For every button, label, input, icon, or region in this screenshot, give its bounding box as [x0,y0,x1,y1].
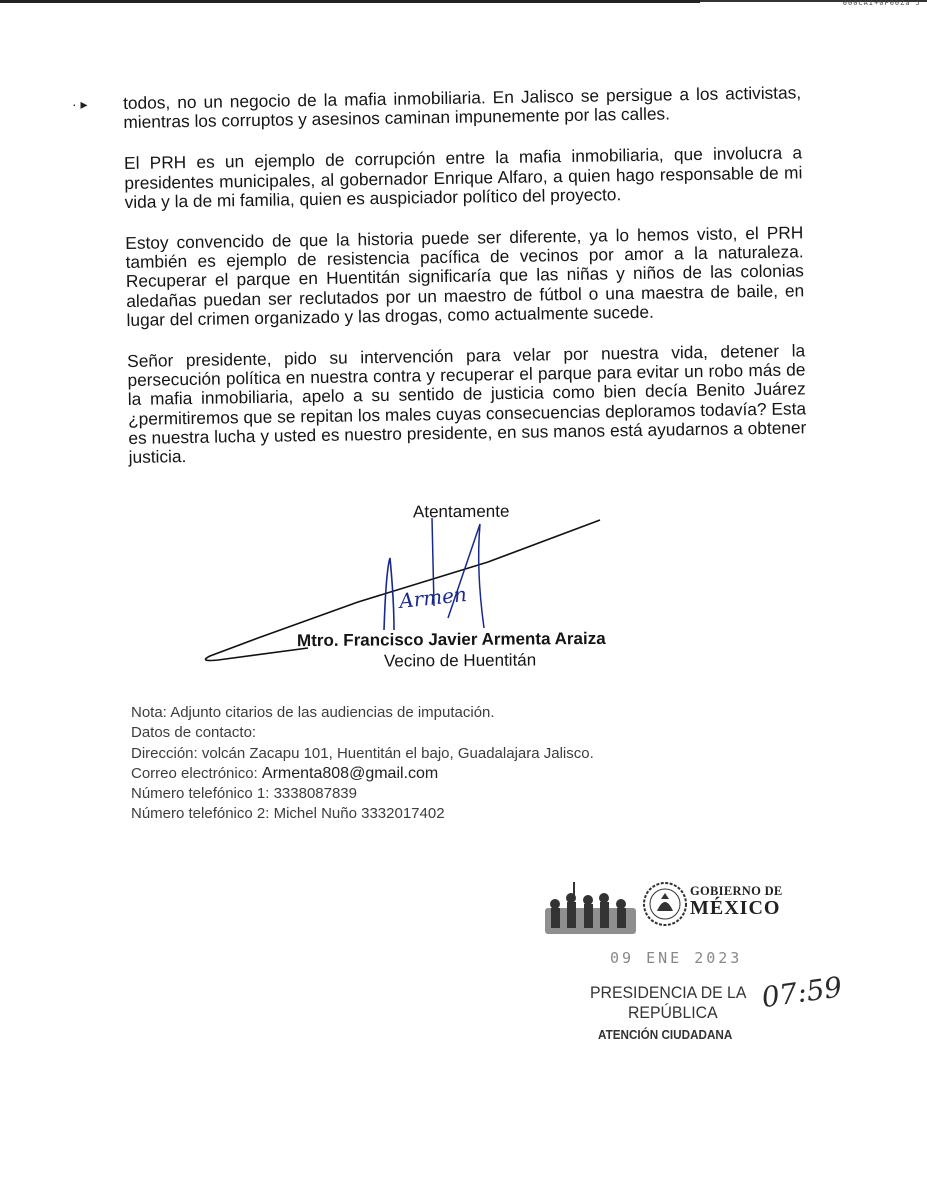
historical-figures-icon [543,878,638,936]
scan-edge-line [0,0,700,3]
stamp-office-line3: ATENCIÓN CIUDADANA [598,1027,733,1042]
scan-top-edge [0,0,927,10]
email-line [131,764,594,784]
signature-stroke-blue [432,518,484,628]
closing-salutation: Atentamente [412,501,510,522]
signer-role: Vecino de Huentitán [383,650,537,671]
stamp-office-line1: PRESIDENCIA DE LA [590,983,747,1002]
pointer-mark-icon: · ▸ [72,96,88,112]
phone-line-1: Número telefónico 1: 3338087839 [131,785,357,803]
signature-text: Armen [398,582,468,613]
letter-paragraph: Señor presidente, pido su intervención para velar por nuestra vida, detener la persecución política en nuestra contra y recuperar el parque para evitar un robo más de la mafia inmobiliaria, apelo a su sentido de justicia como bien decía Benito Juárez ¿permitiremos que se repitan los males cuyas consecuencias deploramos todavía? Esta es nuestra lucha y usted es nuestro presidente, en sus manos está ayudarnos a obtener justicia. [127,340,807,468]
email-label: Correo electrónico: [131,764,262,782]
contact-block [131,703,594,825]
letter-body [123,83,807,489]
letter-paragraph: Estoy convencido de que la historia puede ser diferente, ya lo hemos visto, el PRH también es ejemplo de resistencia pacífica de vecinos por amor a la naturaleza. Recuperar el parque en Huentitán significaría que las niñas y niños de las colonias aledañas puedan ser reclutados por un maestro de fútbol o una maestra de baile, en lugar del crimen organizado y las drogas, como actualmente sucede. [125,222,805,330]
received-date-stamp: 09 ENE 2023 [610,949,743,967]
stamp-office-line2: REPÚBLICA [628,1003,718,1022]
letter-paragraph: todos, no un negocio de la mafia inmobiliaria. En Jalisco se persigue a los activistas, mientras los corruptos y asesinos caminan impunemente por las calles. [122,82,802,133]
signer-name: Mtro. Francisco Javier Armenta Araiza [296,628,606,651]
signature-letter-a [384,558,394,630]
gob-logo-line1: GOBIERNO DE [690,884,783,898]
handwritten-time-code [760,970,860,1014]
address-line: Dirección: volcán Zacapu 101, Huentitán el bajo, Guadalajara Jalisco. [131,744,594,762]
note-line: Nota: Adjunto citarios de las audiencias de imputación. [131,704,495,721]
page-top-code: 000CAI+0F00Za J [842,0,921,7]
letter-paragraph: El PRH es un ejemplo de corrupción entre la mafia inmobiliaria, que involucra a presidentes municipales, al gobernador Enrique Alfaro, a quien hago responsable de mi vida y la de mi familia, quien es auspiciador político del proyecto. [123,142,803,212]
phone-line-2: Número telefónico 2: Michel Nuño 3332017402 [131,805,445,823]
gob-logo-line2: MÉXICO [690,897,781,919]
aztec-seal-icon [642,881,688,927]
contact-heading: Datos de contacto: [131,724,257,742]
email-address: Armenta808@gmail.com [261,764,439,782]
handwritten-code-text: 07:59 [760,970,845,1014]
